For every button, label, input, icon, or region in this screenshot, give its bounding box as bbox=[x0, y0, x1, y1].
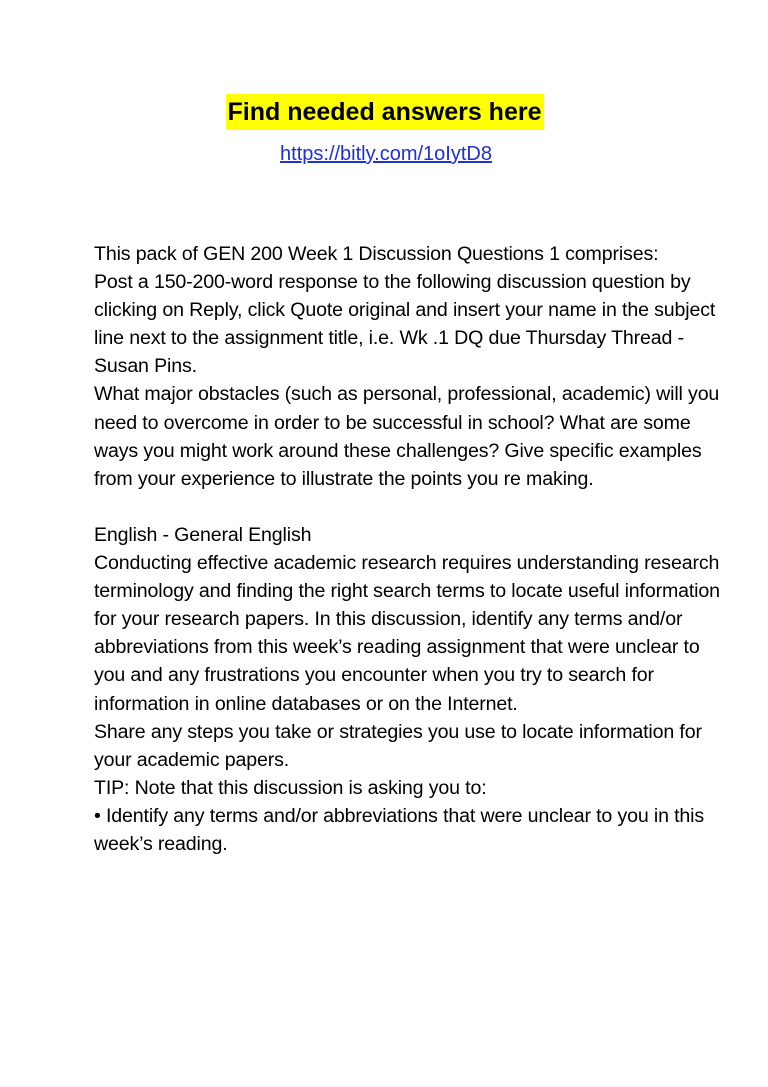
research-paragraph: Conducting effective academic research requires understanding research terminology and finding the right search terms to locate useful information for your research papers. In this discussion, identify any terms and/or abbreviations from this week’s reading assignment that were unclear to you and any frustrations you encounter when you try to search for information in online databases or on the Internet. bbox=[94, 552, 720, 715]
question-paragraph: What major obstacles (such as personal, professional, academic) will you need to overcome in order to be successful in school? What are some ways you might work around these challenges? Give specific examples from your experience to illustrate the points you re making. bbox=[94, 383, 720, 490]
paragraph-gap bbox=[94, 493, 734, 521]
subject-line: English - General English bbox=[94, 523, 312, 546]
headline: Find needed answers here bbox=[226, 94, 544, 130]
share-paragraph: Share any steps you take or strategies you use to locate information for your academic papers. bbox=[94, 720, 702, 771]
bullet-item: • Identify any terms and/or abbreviations that were unclear to you in this week’s reading. bbox=[94, 804, 705, 855]
header bbox=[0, 94, 768, 168]
answers-link[interactable]: https://bitly.com/1oIytD8 bbox=[280, 143, 492, 165]
intro-paragraph: This pack of GEN 200 Week 1 Discussion Questions 1 comprises: bbox=[94, 243, 659, 265]
body-text bbox=[94, 240, 734, 858]
link-row bbox=[0, 140, 768, 168]
tip-line: TIP: Note that this discussion is asking you to: bbox=[94, 776, 487, 799]
post-instruction-paragraph: Post a 150-200-word response to the following discussion question by clicking on Reply, click Quote original and insert your name in the subject line next to the assignment title, i.e. Wk .1 DQ due Thursday Thread - Susan Pins. bbox=[94, 271, 716, 378]
